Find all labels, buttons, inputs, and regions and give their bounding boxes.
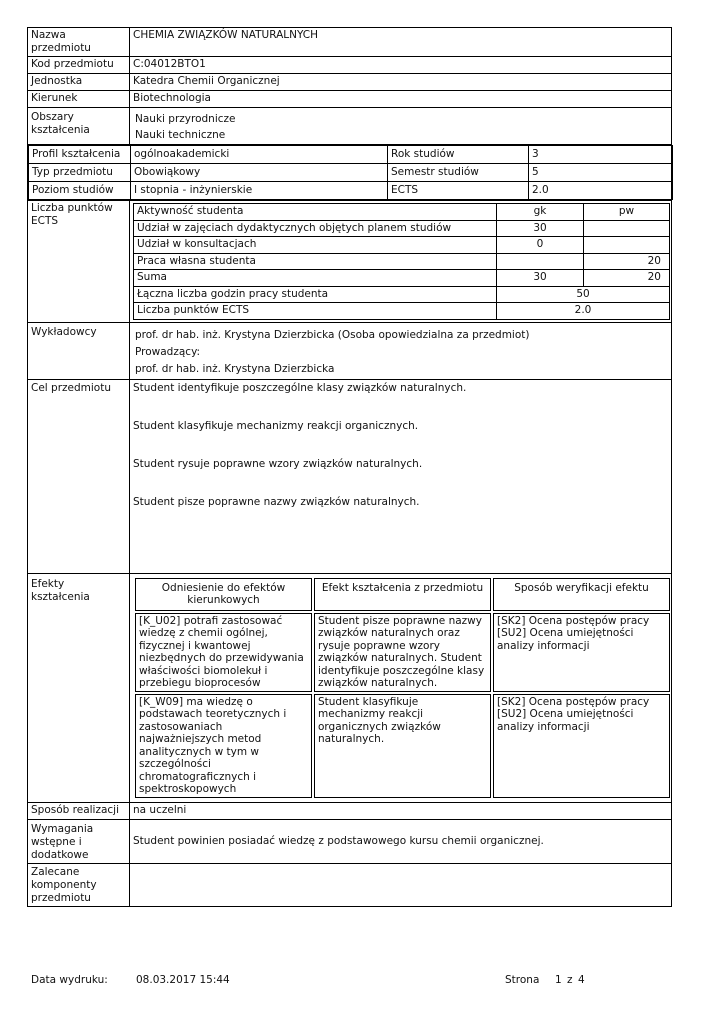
label-typ: Typ przedmiotu — [29, 164, 131, 182]
value-obszary — [130, 108, 672, 145]
print-date-value: 08.03.2017 15:44 — [136, 974, 230, 986]
page-number: 1 — [555, 974, 562, 986]
ects-row-pw — [584, 220, 670, 237]
ects-row-gk — [497, 253, 584, 270]
row-kierunek — [28, 91, 672, 108]
label-efekty: Efekty kształcenia — [28, 573, 130, 802]
label-obszary: Obszary kształcenia — [28, 108, 130, 145]
value-jednostka: Katedra Chemii Organicznej — [130, 74, 672, 91]
print-date-label: Data wydruku: — [31, 974, 108, 986]
value-nazwa: CHEMIA ZWIĄZKÓW NATURALNYCH — [130, 28, 672, 57]
profil-row — [29, 182, 673, 200]
ects-row-pw: 20 — [584, 253, 670, 270]
wykladowca-line: Prowadzący: — [135, 345, 201, 358]
obszar-item: Nauki techniczne — [135, 129, 226, 141]
ects-table-cell — [130, 201, 672, 323]
efekty-ref: [K_W09] ma wiedzę o podstawach teoretycznych i zastosowaniach najważniejszych metod analitycznych w tym w szczególności chromatograficznych i spektroskopowych — [135, 694, 312, 798]
row-nazwa — [28, 28, 672, 57]
ects-total-hours-row — [134, 286, 670, 303]
value-zalecane — [130, 863, 672, 906]
label-poziom: Poziom studiów — [29, 182, 131, 200]
ects-row-name: Suma — [134, 270, 497, 287]
label-zalecane: Zalecane komponenty przedmiotu — [28, 863, 130, 906]
label-jednostka: Jednostka — [28, 74, 130, 91]
profil-row — [29, 146, 673, 164]
efekty-row — [135, 613, 670, 692]
value-poziom: I stopnia - inżynierskie — [131, 182, 388, 200]
ects-total-points-row — [134, 303, 670, 320]
ects-header-row — [134, 204, 670, 221]
label-ects-points: Liczba punktów ECTS — [28, 201, 130, 323]
efekty-ref: [K_U02] potrafi zastosować wiedzę z chemii ogólnej, fizycznej i kwantowej niezbędnych do przewidywania właściwości biomolekuł i przebiegu bioprocesów — [135, 613, 312, 692]
label-semestr: Semestr studiów — [388, 164, 529, 182]
obszar-item: Nauki przyrodnicze — [135, 113, 236, 125]
ects-header-gk: gk — [497, 204, 584, 221]
wykladowca-line: prof. dr hab. inż. Krystyna Dzierzbicka — [135, 362, 335, 375]
ects-header-pw: pw — [584, 204, 670, 221]
page-label: Strona — [505, 974, 540, 986]
value-kierunek: Biotechnologia — [130, 91, 672, 108]
efekty-header-effect: Efekt kształcenia z przedmiotu — [314, 578, 491, 611]
cel-item: Student rysuje poprawne wzory związków naturalnych. — [133, 457, 423, 470]
ects-row-name: Udział w zajęciach dydaktycznych objętych planem studiów — [134, 220, 497, 237]
efekty-header-row — [135, 578, 670, 611]
profil-row — [29, 164, 673, 182]
label-kod: Kod przedmiotu — [28, 57, 130, 74]
ects-row-name: Praca własna studenta — [134, 253, 497, 270]
row-wykladowcy — [28, 322, 672, 379]
row-efekty — [28, 573, 672, 802]
ects-row — [134, 220, 670, 237]
ects-row — [134, 237, 670, 254]
ects-total-points-name: Liczba punktów ECTS — [134, 303, 497, 320]
cel-item: Student identyfikuje poszczególne klasy związków naturalnych. — [133, 381, 467, 394]
efekty-verify — [493, 694, 670, 798]
label-nazwa: Nazwa przedmiotu — [28, 28, 130, 57]
row-profil-block — [28, 145, 672, 201]
ects-row-pw: 20 — [584, 270, 670, 287]
verify-method: [SU2] Ocena umiejętności analizy informacji — [497, 627, 634, 652]
value-typ: Obowiąkowy — [131, 164, 388, 182]
ects-row — [134, 253, 670, 270]
syllabus-sheet — [27, 27, 671, 907]
profil-table — [28, 145, 673, 200]
efekty-header-verify: Sposób weryfikacji efektu — [493, 578, 670, 611]
label-wykladowcy: Wykładowcy — [28, 322, 130, 379]
verify-method: [SK2] Ocena postępów pracy — [497, 695, 650, 708]
efekty-header-ref: Odniesienie do efektów kierunkowych — [135, 578, 312, 611]
value-wymagania: Student powinien posiadać wiedzę z podstawowego kursu chemii organicznej. — [130, 819, 672, 863]
row-jednostka — [28, 74, 672, 91]
ects-row-gk: 30 — [497, 270, 584, 287]
label-kierunek: Kierunek — [28, 91, 130, 108]
value-ects: 2.0 — [529, 182, 673, 200]
value-semestr: 5 — [529, 164, 673, 182]
row-obszary — [28, 108, 672, 145]
page-total: 4 — [578, 974, 585, 986]
efekty-table — [133, 576, 672, 800]
ects-row-gk: 0 — [497, 237, 584, 254]
verify-method: [SK2] Ocena postępów pracy — [497, 614, 650, 627]
label-wymagania: Wymagania wstępne i dodatkowe — [28, 819, 130, 863]
page-separator: z — [567, 974, 573, 986]
ects-header-activity: Aktywność studenta — [134, 204, 497, 221]
efekty-table-cell — [130, 573, 672, 802]
row-ects — [28, 201, 672, 323]
cel-item: Student klasyfikuje mechanizmy reakcji organicznych. — [133, 419, 419, 432]
ects-total-points-value: 2.0 — [497, 303, 670, 320]
ects-row-pw — [584, 237, 670, 254]
efekty-row — [135, 694, 670, 798]
page-footer — [31, 974, 611, 988]
efekty-verify — [493, 613, 670, 692]
syllabus-table — [27, 27, 672, 907]
ects-total-hours-value: 50 — [497, 286, 670, 303]
ects-total-hours-name: Łączna liczba godzin pracy studenta — [134, 286, 497, 303]
row-kod — [28, 57, 672, 74]
row-zalecane — [28, 863, 672, 906]
label-ects: ECTS — [388, 182, 529, 200]
row-cel — [28, 379, 672, 573]
efekty-effect: Student klasyfikuje mechanizmy reakcji organicznych związków naturalnych. — [314, 694, 491, 798]
efekty-effect: Student pisze poprawne nazwy związków naturalnych oraz rysuje poprawne wzory związków naturalnych. Student identyfikuje poszczególne klasy związków naturalnych. — [314, 613, 491, 692]
ects-row — [134, 270, 670, 287]
value-sposob: na uczelni — [130, 802, 672, 819]
label-profil: Profil kształcenia — [29, 146, 131, 164]
label-rok: Rok studiów — [388, 146, 529, 164]
ects-row-gk: 30 — [497, 220, 584, 237]
label-cel: Cel przedmiotu — [28, 379, 130, 573]
value-cel — [130, 379, 672, 573]
value-rok: 3 — [529, 146, 673, 164]
value-kod: C:04012BTO1 — [130, 57, 672, 74]
verify-method: [SU2] Ocena umiejętności analizy informacji — [497, 708, 634, 733]
value-wykladowcy — [130, 322, 672, 379]
row-wymagania — [28, 819, 672, 863]
cel-item: Student pisze poprawne nazwy związków naturalnych. — [133, 495, 420, 508]
ects-row-name: Udział w konsultacjach — [134, 237, 497, 254]
value-profil: ogólnoakademicki — [131, 146, 388, 164]
ects-table — [133, 203, 670, 320]
row-sposob — [28, 802, 672, 819]
label-sposob: Sposób realizacji — [28, 802, 130, 819]
wykladowca-line: prof. dr hab. inż. Krystyna Dzierzbicka (Osoba opowiedzialna za przedmiot) — [135, 328, 530, 341]
